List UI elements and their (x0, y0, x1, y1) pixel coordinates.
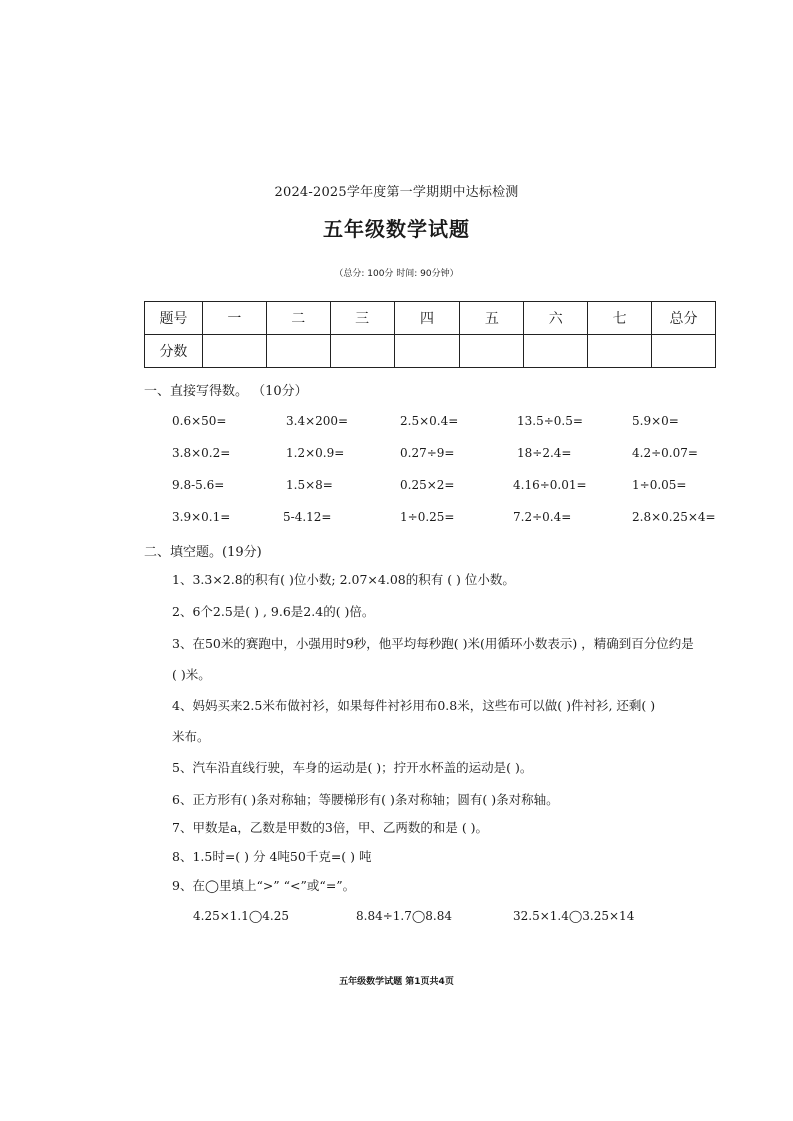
calc-item: 0.6×50= (172, 414, 227, 428)
score-table (144, 301, 716, 368)
score-header-cell: 三 (330, 302, 394, 335)
score-header-cell: 七 (588, 302, 652, 335)
calc-item: 5-4.12= (283, 510, 332, 524)
question-line: 1、3.3×2.8的积有( )位小数; 2.07×4.08的积有 ( ) 位小数。 (172, 572, 515, 587)
calc-item: 5.9×0= (632, 414, 679, 428)
question-line: 6、正方形有( )条对称轴；等腰梯形有( )条对称轴；圆有( )条对称轴。 (172, 792, 559, 807)
score-table-header-row (145, 302, 716, 335)
score-cell[interactable] (202, 335, 266, 368)
compare-item: 8.84÷1.7◯8.84 (356, 909, 453, 923)
question-line: 5、汽车沿直线行驶，车身的运动是( )；拧开水杯盖的运动是( )。 (172, 760, 533, 775)
question-line: 米布。 (172, 729, 210, 744)
calc-item: 2.8×0.25×4= (632, 510, 716, 524)
score-header-cell: 四 (394, 302, 460, 335)
compare-item: 32.5×1.4◯3.25×14 (513, 909, 635, 923)
score-header-cell: 一 (202, 302, 266, 335)
score-header-cell: 六 (524, 302, 588, 335)
score-cell[interactable] (588, 335, 652, 368)
calc-item: 1.2×0.9= (286, 446, 345, 460)
calc-item: 3.8×0.2= (172, 446, 231, 460)
calc-item: 0.27÷9= (400, 446, 455, 460)
calc-item: 1.5×8= (286, 478, 333, 492)
calc-item: 4.16÷0.01= (513, 478, 587, 492)
score-cell[interactable] (460, 335, 524, 368)
calc-item: 2.5×0.4= (400, 414, 459, 428)
calc-item: 4.2÷0.07= (632, 446, 698, 460)
calc-item: 3.9×0.1= (172, 510, 231, 524)
question-line: 7、甲数是a，乙数是甲数的3倍，甲、乙两数的和是 ( )。 (172, 820, 489, 835)
calc-item: 7.2÷0.4= (513, 510, 572, 524)
score-cell[interactable] (266, 335, 330, 368)
calc-item: 9.8-5.6= (172, 478, 225, 492)
question-line: 3、在50米的赛跑中，小强用时9秒，他平均每秒跑( )米(用循环小数表示) ，精确到百分位约是 (172, 636, 694, 651)
score-cell[interactable] (524, 335, 588, 368)
year-title: 2024-2025学年度第一学期期中达标检测 (274, 185, 519, 200)
score-cell[interactable] (330, 335, 394, 368)
calc-item: 0.25×2= (400, 478, 455, 492)
score-header-cell: 五 (460, 302, 524, 335)
section1-title: 一、直接写得数。 （10分） (144, 384, 308, 399)
score-cell[interactable] (394, 335, 460, 368)
exam-title: 五年级数学试题 (323, 217, 470, 241)
calc-item: 3.4×200= (286, 414, 349, 428)
calc-item: 1÷0.25= (400, 510, 455, 524)
score-row-label: 分数 (145, 335, 203, 368)
question-line: 9、在◯里填上“>” “<”或“=”。 (172, 878, 356, 893)
section2-title: 二、填空题。(19分) (144, 545, 262, 560)
exam-info: （总分: 100分 时间: 90分钟） (334, 269, 459, 279)
question-line: 8、1.5时=( ) 分 4吨50千克=( ) 吨 (172, 849, 372, 864)
calc-item: 13.5÷0.5= (517, 414, 583, 428)
score-table-score-row (145, 335, 716, 368)
page-footer: 五年级数学试题 第1页共4页 (339, 977, 454, 987)
score-cell[interactable] (652, 335, 716, 368)
question-line: ( )米。 (172, 667, 211, 682)
score-header-cell: 题号 (145, 302, 203, 335)
score-header-cell: 二 (266, 302, 330, 335)
calc-item: 18÷2.4= (517, 446, 572, 460)
calc-item: 1÷0.05= (632, 478, 687, 492)
score-header-cell: 总分 (652, 302, 716, 335)
compare-item: 4.25×1.1◯4.25 (193, 909, 290, 923)
question-line: 2、6个2.5是( ) , 9.6是2.4的( )倍。 (172, 604, 375, 619)
question-line: 4、妈妈买来2.5米布做衬衫，如果每件衬衫用布0.8米，这些布可以做( )件衬衫, 还剩( ) (172, 698, 656, 713)
